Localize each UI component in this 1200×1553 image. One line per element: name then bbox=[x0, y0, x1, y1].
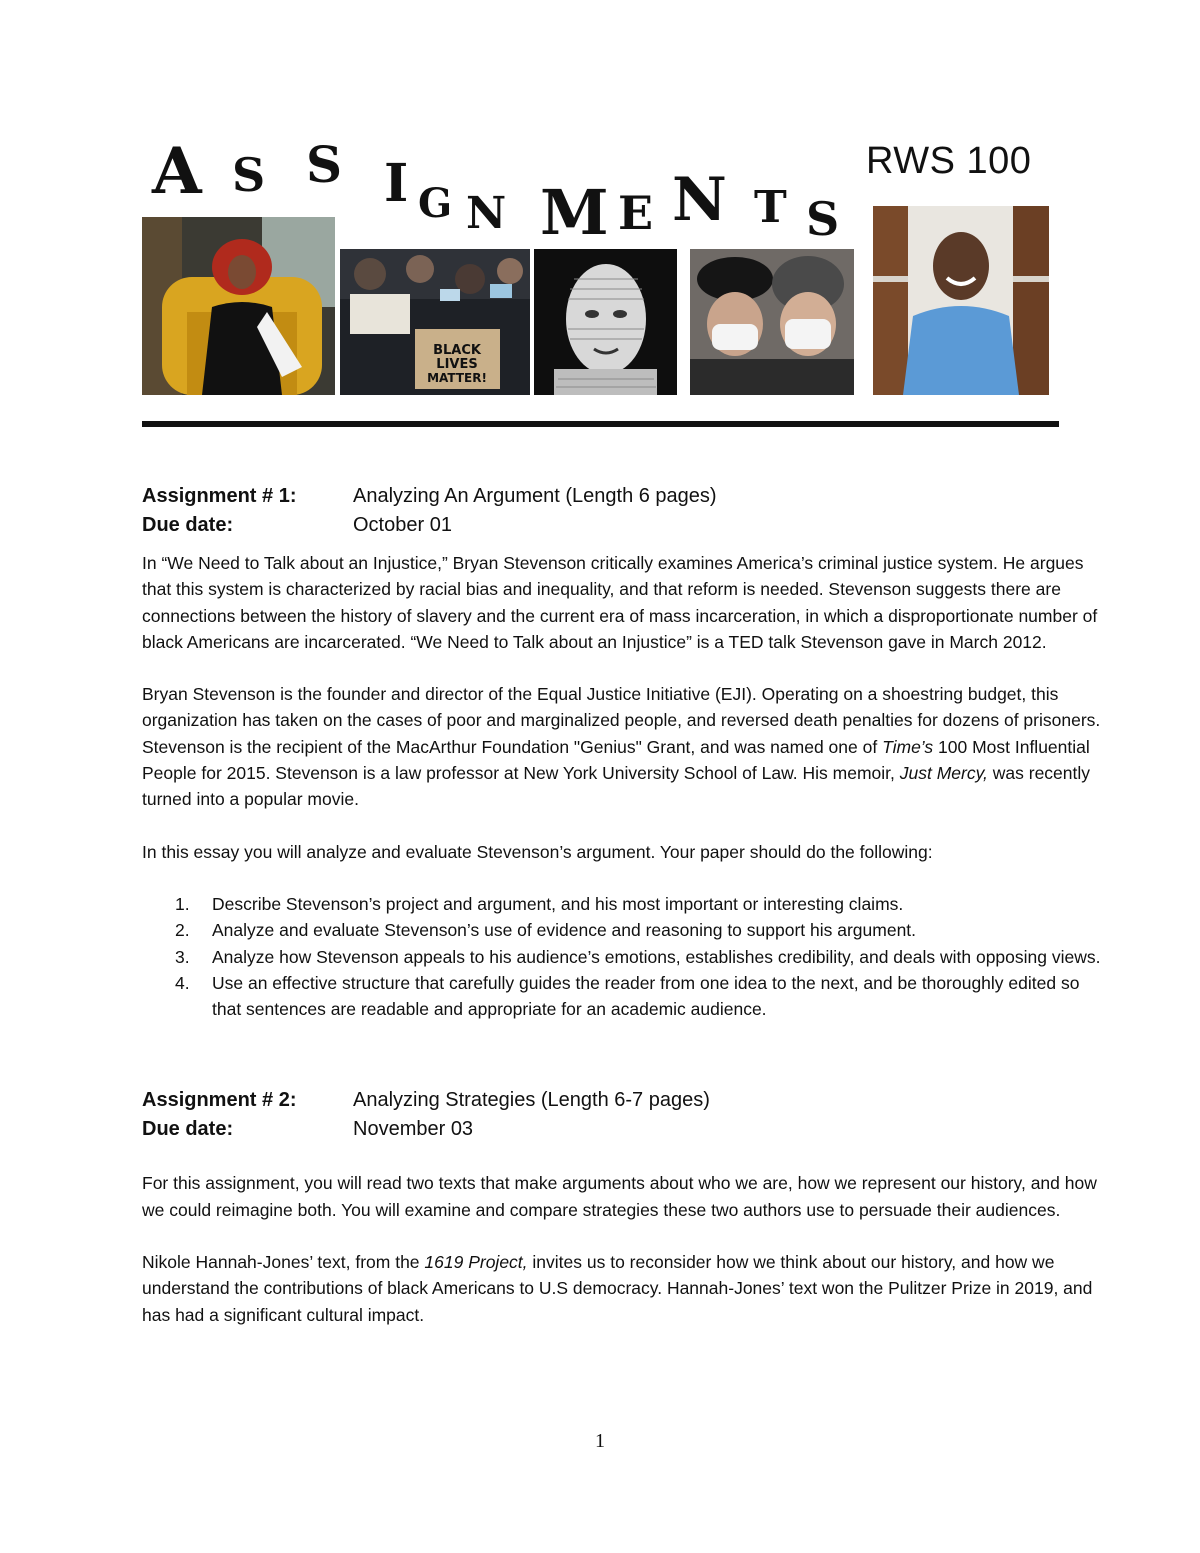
assignment2-due-label: Due date: bbox=[142, 1118, 234, 1141]
list-item: 4. Use an effective structure that carefully guides the reader from one idea to the next, and be thoroughly edited so that sentences are readable and appropriate for an academic audience. bbox=[175, 972, 1080, 1020]
assignment1-due-row bbox=[142, 511, 1102, 540]
title-letter-7: M bbox=[540, 176, 609, 249]
assignment1-task-intro: In this essay you will analyze and evaluate Stevenson’s argument. Your paper should do the following: bbox=[142, 841, 933, 862]
assignment2-heading bbox=[142, 1086, 1102, 1115]
assignment2-label: Assignment # 2: bbox=[142, 1089, 297, 1112]
header-banner bbox=[0, 0, 1200, 430]
svg-text:LIVES: LIVES bbox=[436, 357, 478, 372]
title-letter-11: S bbox=[806, 192, 840, 246]
title-letter-6: N bbox=[466, 188, 507, 239]
assignment1-task-list bbox=[142, 891, 1102, 1022]
photo-text-portrait bbox=[534, 249, 677, 395]
assignment2-due-date: November 03 bbox=[353, 1118, 474, 1141]
assignment2-due-row bbox=[142, 1115, 1102, 1144]
svg-text:BLACK: BLACK bbox=[433, 343, 481, 358]
assignment1-heading bbox=[142, 482, 1102, 511]
list-item: 2. Analyze and evaluate Stevenson’s use of evidence and reasoning to support his argument. bbox=[175, 920, 917, 941]
svg-text:MATTER!: MATTER! bbox=[427, 371, 487, 385]
title-letter-2: S bbox=[232, 148, 266, 202]
list-item: 3. Analyze how Stevenson appeals to his audience’s emotions, establishes credibility, and deals with opposing views. bbox=[175, 946, 1101, 967]
title-letter-4: I bbox=[384, 153, 409, 214]
page-number: 1 bbox=[595, 1430, 605, 1452]
assignment1-due-date: October 01 bbox=[353, 514, 452, 536]
list-item: 1. Describe Stevenson’s project and argument, and his most important or interesting claims. bbox=[175, 893, 904, 914]
assignment1-title: Analyzing An Argument (Length 6 pages) bbox=[353, 485, 717, 507]
assignment2-hannah-jones-paragraph: Nikole Hannah-Jones’ text, from the 1619 Project, invites us to reconsider how we think about our history, and how we understand the contributions of black Americans to U.S democracy. Hannah-Jones’ text won the Pulitzer Prize in 2019, and has had a significant cultural impact. bbox=[142, 1252, 1093, 1325]
title-letter-1: A bbox=[152, 134, 202, 209]
photo-man-blue-shirt bbox=[873, 206, 1049, 395]
assignment2-title: Analyzing Strategies (Length 6-7 pages) bbox=[353, 1089, 710, 1112]
assignment1-due-label: Due date: bbox=[142, 514, 234, 536]
assignment1-label: Assignment # 1: bbox=[142, 485, 297, 507]
assignment2-intro-paragraph: For this assignment, you will read two texts that make arguments about who we are, how we represent our history, and how we could reimagine both. You will examine and compare strategies these two authors use to persuade their audiences. bbox=[142, 1173, 1097, 1220]
title-letter-3: S bbox=[306, 135, 343, 194]
title-letter-5: G bbox=[418, 180, 453, 227]
title-letter-8: E bbox=[618, 186, 654, 240]
course-code: RWS 100 bbox=[866, 140, 1032, 182]
title-letter-10: T bbox=[754, 182, 787, 233]
photo-woman-yellow-chair bbox=[142, 217, 335, 395]
assignment1-intro-paragraph: In “We Need to Talk about an Injustice,” Bryan Stevenson critically examines America’s criminal justice system. He argues that this system is characterized by racial bias and inequality, and that reform is needed. Stevenson suggests there are connections between the history of slavery and the current era of mass incarceration, in which a disproportionate number of black Americans are incarcerated. “We Need to Talk about an Injustice” is a TED talk Stevenson gave in March 2012. bbox=[142, 553, 1098, 652]
header-divider bbox=[142, 421, 1059, 427]
title-letter-9: N bbox=[672, 165, 727, 235]
assignment1-bio-paragraph: Bryan Stevenson is the founder and director of the Equal Justice Initiative (EJI). Operating on a shoestring budget, this organization has taken on the cases of poor and marginalized people, and reversed death penalties for dozens of prisoners. Stevenson is the recipient of the MacArthur Foundation "Genius" Grant, and was named one of Time’s 100 Most Influential People for 2015. Stevenson is a law professor at New York University School of Law. His memoir, Just Mercy, was recently turned into a popular movie. bbox=[142, 684, 1101, 810]
assignments-content bbox=[142, 482, 1102, 1328]
photo-protest-crowd bbox=[340, 249, 530, 395]
photo-masked-women bbox=[690, 249, 854, 395]
